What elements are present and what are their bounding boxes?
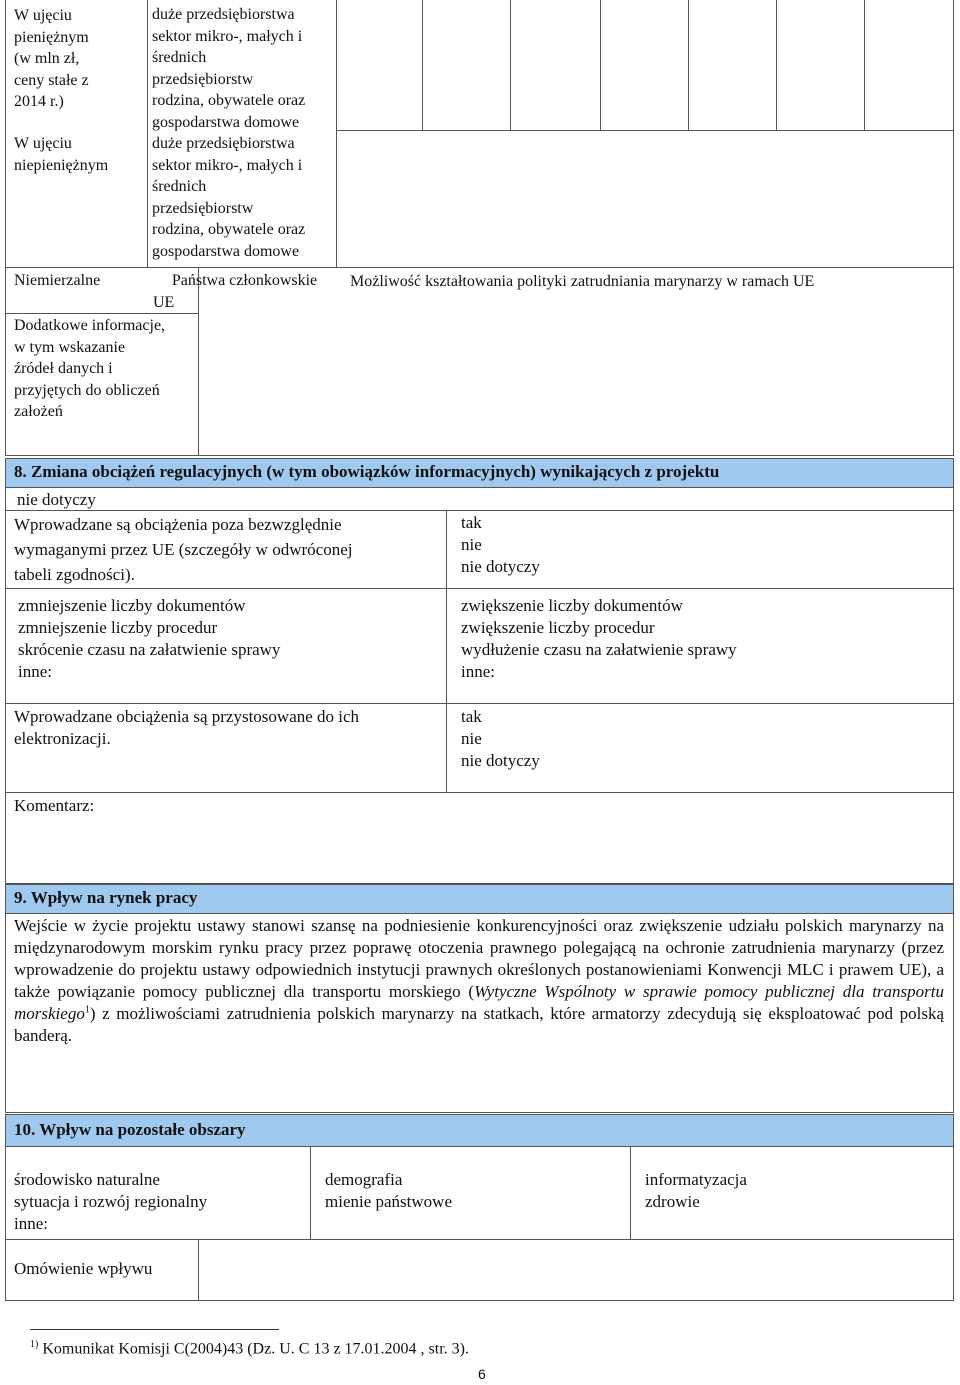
option-nie[interactable]: nie — [461, 729, 482, 748]
area-environment[interactable]: środowisko naturalne — [14, 1170, 160, 1189]
areas-col2 — [325, 1169, 452, 1213]
option-increase-docs[interactable]: zwiększenie liczby dokumentów — [461, 596, 683, 615]
increase-options — [461, 595, 737, 683]
footnote-separator — [30, 1329, 279, 1330]
row-label-monetary: W ujęciu pieniężnym (w mln zł, ceny stałe z 2014 r.) — [14, 7, 89, 110]
row-items-monetary: duże przedsiębiorstwa sektor mikro-, małych i średnich przedsiębiorstw rodzina, obywatele oraz gospodarstwa domowe — [152, 6, 306, 131]
additional-info-label: Dodatkowe informacje, w tym wskazanie źródeł danych i przyjętych do obliczeń założeń — [14, 317, 166, 420]
option-nie[interactable]: nie — [461, 535, 482, 554]
divider — [446, 510, 447, 792]
footnote-text: Komunikat Komisji C(2004)43 (Dz. U. C 13 z 17.01.2004 , str. 3). — [42, 1340, 469, 1358]
option-increase-other[interactable]: inne: — [461, 662, 495, 681]
option-reduce-docs[interactable]: zmniejszenie liczby dokumentów — [18, 596, 246, 615]
not-applicable-text: nie dotyczy — [17, 490, 96, 509]
section8-title: 8. Zmiana obciążeń regulacyjnych (w tym obowiązków informacyjnych) wynikających z projektu — [14, 462, 720, 481]
divider — [776, 0, 777, 130]
row-label-unmeasurable: Niemierzalne — [14, 272, 101, 289]
option-reduce-other[interactable]: inne: — [18, 662, 52, 681]
q2-options — [461, 706, 540, 772]
divider — [5, 588, 954, 589]
section9-header — [5, 884, 954, 914]
area-demography[interactable]: demografia — [325, 1170, 403, 1189]
divider — [510, 0, 511, 130]
divider — [5, 267, 954, 268]
divider — [5, 313, 198, 314]
option-tak[interactable]: tak — [461, 513, 482, 532]
area-it[interactable]: informatyzacja — [645, 1170, 747, 1189]
areas-col1 — [14, 1169, 207, 1235]
option-increase-procedures[interactable]: zwiększenie liczby procedur — [461, 618, 655, 637]
option-reduce-time[interactable]: skrócenie czasu na załatwienie sprawy — [18, 640, 281, 659]
area-regional[interactable]: sytuacja i rozwój regionalny — [14, 1192, 208, 1211]
page-number: 6 — [478, 1366, 486, 1382]
section9-title: 9. Wpływ na rynek pracy — [14, 888, 198, 907]
divider — [688, 0, 689, 130]
divider — [600, 0, 601, 130]
option-nie-dotyczy[interactable]: nie dotyczy — [461, 751, 540, 770]
divider — [422, 0, 423, 130]
option-reduce-procedures[interactable]: zmniejszenie liczby procedur — [18, 618, 218, 637]
section8-header — [5, 458, 954, 488]
divider — [864, 0, 865, 130]
row-items-nonmonetary: duże przedsiębiorstwa sektor mikro-, małych i średnich przedsiębiorstw rodzina, obywatele oraz gospodarstwa domowe — [152, 135, 306, 260]
comment-label: Komentarz: — [14, 796, 95, 815]
section10-title: 10. Wpływ na pozostałe obszary — [14, 1120, 246, 1139]
labour-market-text: Wejście w życie projektu ustawy stanowi szansę na podniesienie konkurencyjności oraz zwiększenie udziału polskich marynarzy na międzynarodowym morskim rynku pracy przez poprawę otoczenia prawnego polegającą na ochronie zatrudnienia marynarzy (przez wprowadzenie do projektu ustawy odpowiednich instytucji prawnych określonych postanowieniami Konwencji MLC i prawem UE), a także powiązanie pomocy publicznej dla transportu morskiego (Wytyczne Wspólnoty w sprawie pomocy publicznej dla transportu morskiego$^1$) z możliwościami zatrudnienia polskich marynarzy na statkach, które armatorzy zdecydują się eksploatować pod polską banderą. — [14, 916, 945, 1045]
divider — [630, 1146, 631, 1239]
divider — [5, 792, 954, 793]
divider — [336, 130, 954, 131]
footnote-marker: 1) — [30, 1339, 39, 1350]
impact-discussion-label: Omówienie wpływu — [14, 1259, 153, 1278]
q1-options — [461, 512, 540, 578]
divider — [310, 1146, 311, 1239]
option-nie-dotyczy[interactable]: nie dotyczy — [461, 557, 540, 576]
area-health[interactable]: zdrowie — [645, 1192, 700, 1211]
divider — [147, 0, 148, 267]
divider — [5, 703, 954, 704]
row-label-nonmonetary: W ujęciu niepieniężnym — [14, 135, 109, 174]
divider — [5, 510, 954, 511]
footnote — [30, 1339, 469, 1358]
q2-question: Wprowadzane obciążenia są przystosowane do ich elektronizacji. — [14, 707, 360, 748]
area-state-property[interactable]: mienie państwowe — [325, 1192, 452, 1211]
unmeasurable-value: Możliwość kształtowania polityki zatrudniania marynarzy w ramach UE — [350, 273, 815, 290]
option-tak[interactable]: tak — [461, 707, 482, 726]
divider — [5, 1239, 954, 1240]
areas-col3 — [645, 1169, 747, 1213]
divider — [336, 0, 337, 267]
area-other[interactable]: inne: — [14, 1214, 48, 1233]
option-increase-time[interactable]: wydłużenie czasu na załatwienie sprawy — [461, 640, 737, 659]
section10-header — [5, 1114, 954, 1147]
divider — [198, 1239, 199, 1301]
reduce-options — [18, 595, 280, 683]
q1-question: Wprowadzane są obciążenia poza bezwzględnie wymaganymi przez UE (szczegóły w odwróconej tabeli zgodności). — [14, 515, 353, 584]
subject-member-states: Państwa członkowskie UE — [153, 272, 318, 311]
